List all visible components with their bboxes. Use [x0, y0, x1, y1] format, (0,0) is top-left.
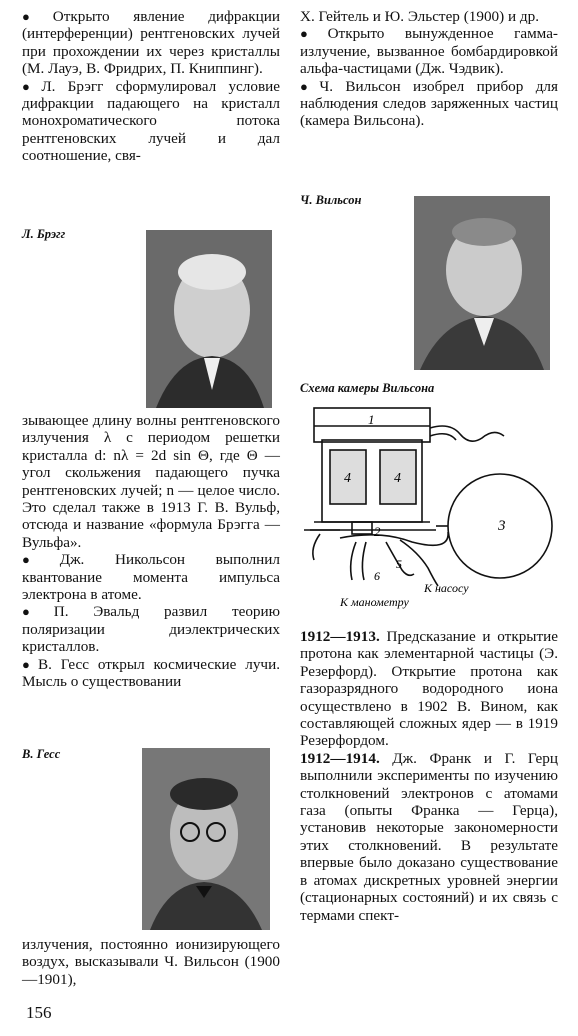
- bullet: ●: [22, 604, 51, 620]
- entry-year: 1912—1914.: [300, 749, 380, 767]
- portrait-wilson-image: [414, 196, 550, 370]
- right-column: [300, 8, 558, 130]
- paragraph-hess-cont: излучения, постоянно ионизирующего воздух, высказывали Ч. Вильсон (1900—1901),: [22, 936, 280, 988]
- entry-year: 1912—1913.: [300, 628, 380, 645]
- paragraph-geitel: X. Гейтель и Ю. Эльстер (1900) и др.: [300, 8, 540, 25]
- right-column-bottom: [300, 628, 558, 924]
- portrait-wilson: [414, 196, 550, 370]
- diagram-label-6: 6: [374, 569, 380, 583]
- diagram-label-2: 2: [374, 524, 381, 539]
- diagram-label-manometer: К манометру: [340, 595, 409, 609]
- diagram-label-pump: К насосу: [424, 581, 469, 595]
- bullet: ●: [22, 9, 50, 24]
- paragraph-nicholson: ● Дж. Никольсон выполнил квантование момента импульса электрона в атоме.: [22, 551, 280, 604]
- left-column-bottom: [22, 936, 280, 988]
- portrait-bragg-image: [146, 230, 272, 408]
- diagram-label-3: 3: [498, 518, 506, 534]
- bullet: ●: [300, 26, 325, 42]
- portrait-hess-image: [142, 748, 270, 930]
- left-column-middle: [22, 412, 280, 691]
- cloud-chamber-diagram: [300, 402, 560, 622]
- entry-1912-1913: 1912—1913. Предсказание и открытие протона как элементарной частицы (Э. Резерфорд). Открытие протона как газоразрядного водородного иона осуществлено в 1902 В. Вином, как составляющей сложных ядер — в 1919 Резерфордом.: [300, 628, 559, 750]
- paragraph-hess: ● В. Гесс открыл космические лучи. Мысль о существовании: [22, 655, 280, 691]
- bullet: ●: [300, 78, 317, 94]
- caption-scheme: Схема камеры Вильсона: [300, 381, 435, 395]
- paragraph-laue: ● Открыто явление дифракции (интерференции) рентгеновских лучей при прохождении их через кристаллы (М. Лауэ, В. Фридрих, П. Книппинг).: [22, 8, 280, 78]
- paragraph-bragg: ● Л. Брэгг сформулировал условие дифракции падающего на кристалл монохроматического потока рентгеновских лучей и дал соотношение, свя-: [22, 77, 280, 165]
- left-column: [22, 8, 280, 165]
- caption-wilson: Ч. Вильсон: [300, 193, 362, 207]
- diagram-label-5: 5: [396, 557, 402, 571]
- cloud-chamber-svg: [300, 402, 560, 622]
- bullet: ●: [22, 78, 39, 94]
- diagram-label-4b: 4: [394, 471, 401, 486]
- bullet: ●: [22, 552, 57, 568]
- portrait-hess: [142, 748, 270, 930]
- diagram-label-1: 1: [368, 412, 375, 427]
- caption-bragg: Л. Брэгг: [22, 227, 66, 241]
- bullet: ●: [22, 656, 35, 672]
- portrait-bragg: [146, 230, 272, 408]
- entry-1912-1914: 1912—1914. Дж. Франк и Г. Герц выполнили эксперименты по изучению столкновений электронов с атомами газа (опыты Франка — Герца), установив некоторые закономерности этих столкновений. В результате впервые было доказано существование в атомах дискретных уровней энергии (стационарных состояний) и их связь с термами спект-: [300, 749, 558, 924]
- page-number: 156: [26, 1003, 52, 1022]
- diagram-label-4a: 4: [344, 471, 351, 486]
- caption-hess: В. Гесс: [22, 747, 61, 761]
- paragraph-wilson: ● Ч. Вильсон изобрел прибор для наблюдения следов заряженных частиц (камера Вильсона).: [300, 77, 558, 130]
- paragraph-bragg-cont: зывающее длину волны рентгеновского излучения λ с периодом решетки кристалла d: nλ = 2d sin Θ, где Θ — угол скольжения падающего пучка рентгеновских лучей; n — целое число. Это сделал также в 1913 Г. В. Вульф, отсюда и название «формула Брэгга — Вульфа».: [22, 412, 280, 551]
- paragraph-chadwick: ● Открыто вынужденное гамма-излучение, вызванное бомбардировкой альфа-частицами (Дж. Чэдвик).: [300, 25, 558, 78]
- paragraph-ewald: ● П. Эвальд развил теорию поляризации диэлектрических кристаллов.: [22, 603, 280, 656]
